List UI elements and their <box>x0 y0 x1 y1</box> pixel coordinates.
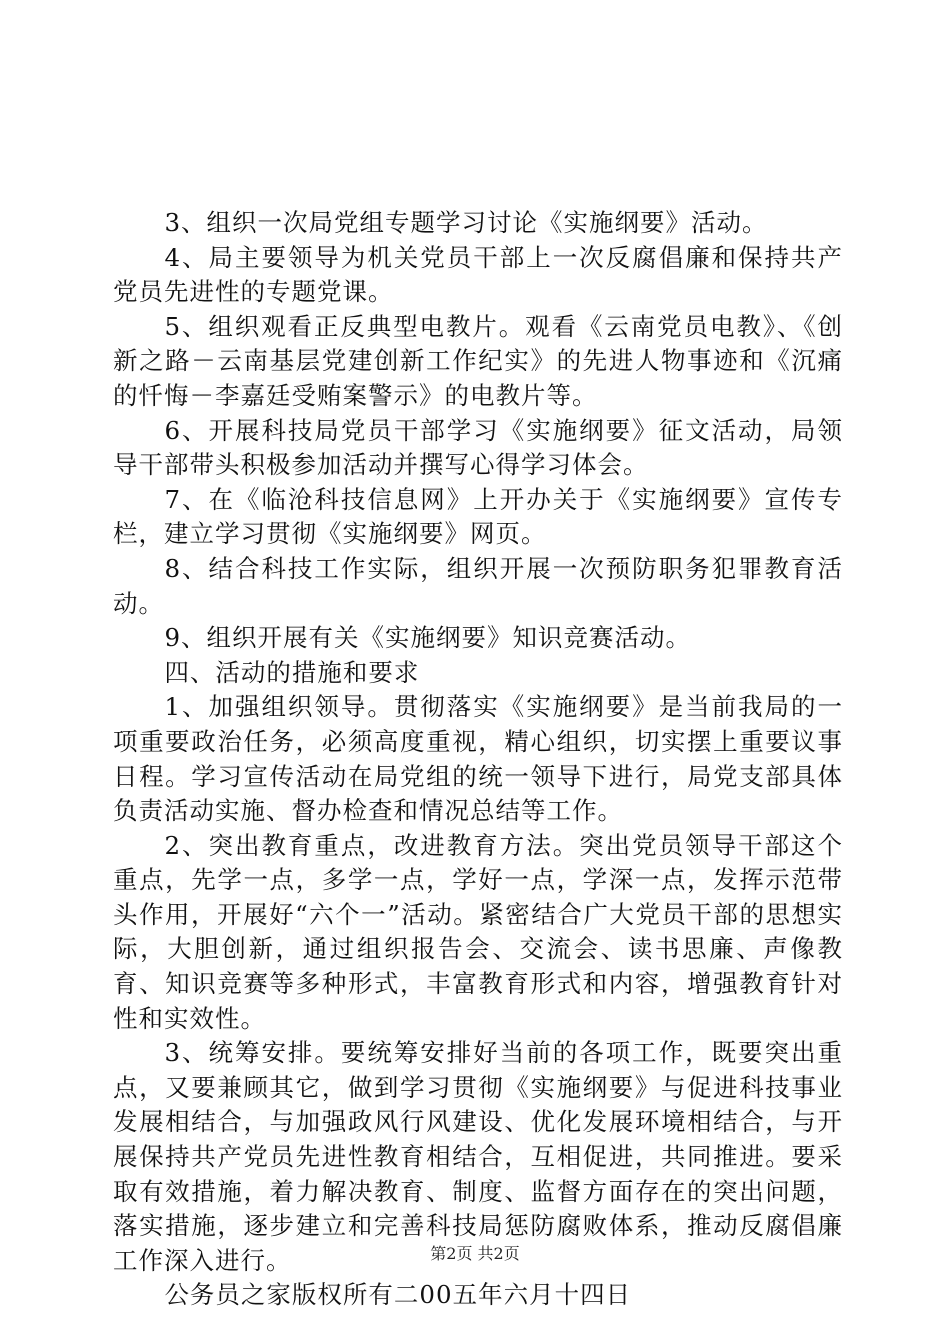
paragraph-item-3: 3、组织一次局党组专题学习讨论《实施纲要》活动。 <box>164 208 768 237</box>
paragraph-item-9: 9、组织开展有关《实施纲要》知识竞赛活动。 <box>164 623 692 653</box>
section-heading: 四、活动的措施和要求 <box>164 657 420 687</box>
paragraph-item-5: 5、组织观看正反典型电教片。观看《云南党员电教》、《创新之路－云南基层党建创新工作纪实》的先进人物事迹和《沉痛的忏悔－李嘉廷受贿案警示》的电教片等。 <box>113 311 843 410</box>
paragraph-item-8: 8、结合科技工作实际，组织开展一次预防职务犯罪教育活动。 <box>113 553 843 618</box>
paragraph-item-6: 6、开展科技局党员干部学习《实施纲要》征文活动，局领导干部带头积极参加活动并撰写心得学习体会。 <box>113 415 843 480</box>
measure-paragraph-2: 2、突出教育重点，改进教育方法。突出党员领导干部这个重点，先学一点，多学一点，学好一点，学深一点，发挥示范带头作用，开展好“六个一”活动。紧密结合广大党员干部的思想实际，大胆创新，通过组织报告会、交流会、读书思廉、声像教育、知识竞赛等多种形式，丰富教育形式和内容，增强教育针对性和实效性。 <box>113 830 843 1033</box>
paragraph-item-4: 4、局主要领导为机关党员干部上一次反腐倡廉和保持共产党员先进性的专题党课。 <box>113 242 843 307</box>
measure-paragraph-1: 1、加强组织领导。贯彻落实《实施纲要》是当前我局的一项重要政治任务，必须高度重视，精心组织，切实摆上重要议事日程。学习宣传活动在局党组的统一领导下进行，局党支部具体负责活动实施、督办检查和情况总结等工作。 <box>113 692 843 826</box>
measure-paragraph-3: 3、统筹安排。要统筹安排好当前的各项工作，既要突出重点，又要兼顾其它，做到学习贯彻《实施纲要》与促进科技事业发展相结合，与加强政风行风建设、优化发展环境相结合，与开展保持共产党员先进性教育相结合，互相促进，共同推进。要采取有效措施，着力解决教育、制度、监督方面存在的突出问题，落实措施，逐步建立和完善科技局惩防腐败体系，推动反腐倡廉工作深入进行。 <box>113 1038 843 1275</box>
signature-date-line: 公务员之家版权所有二00五年六月十四日 <box>164 1280 632 1310</box>
document-body <box>113 206 843 1313</box>
page-number-footer: 第2页 共2页 <box>430 1244 520 1263</box>
paragraph-item-7: 7、在《临沧科技信息网》上开办关于《实施纲要》宣传专栏，建立学习贯彻《实施纲要》网页。 <box>113 484 843 549</box>
